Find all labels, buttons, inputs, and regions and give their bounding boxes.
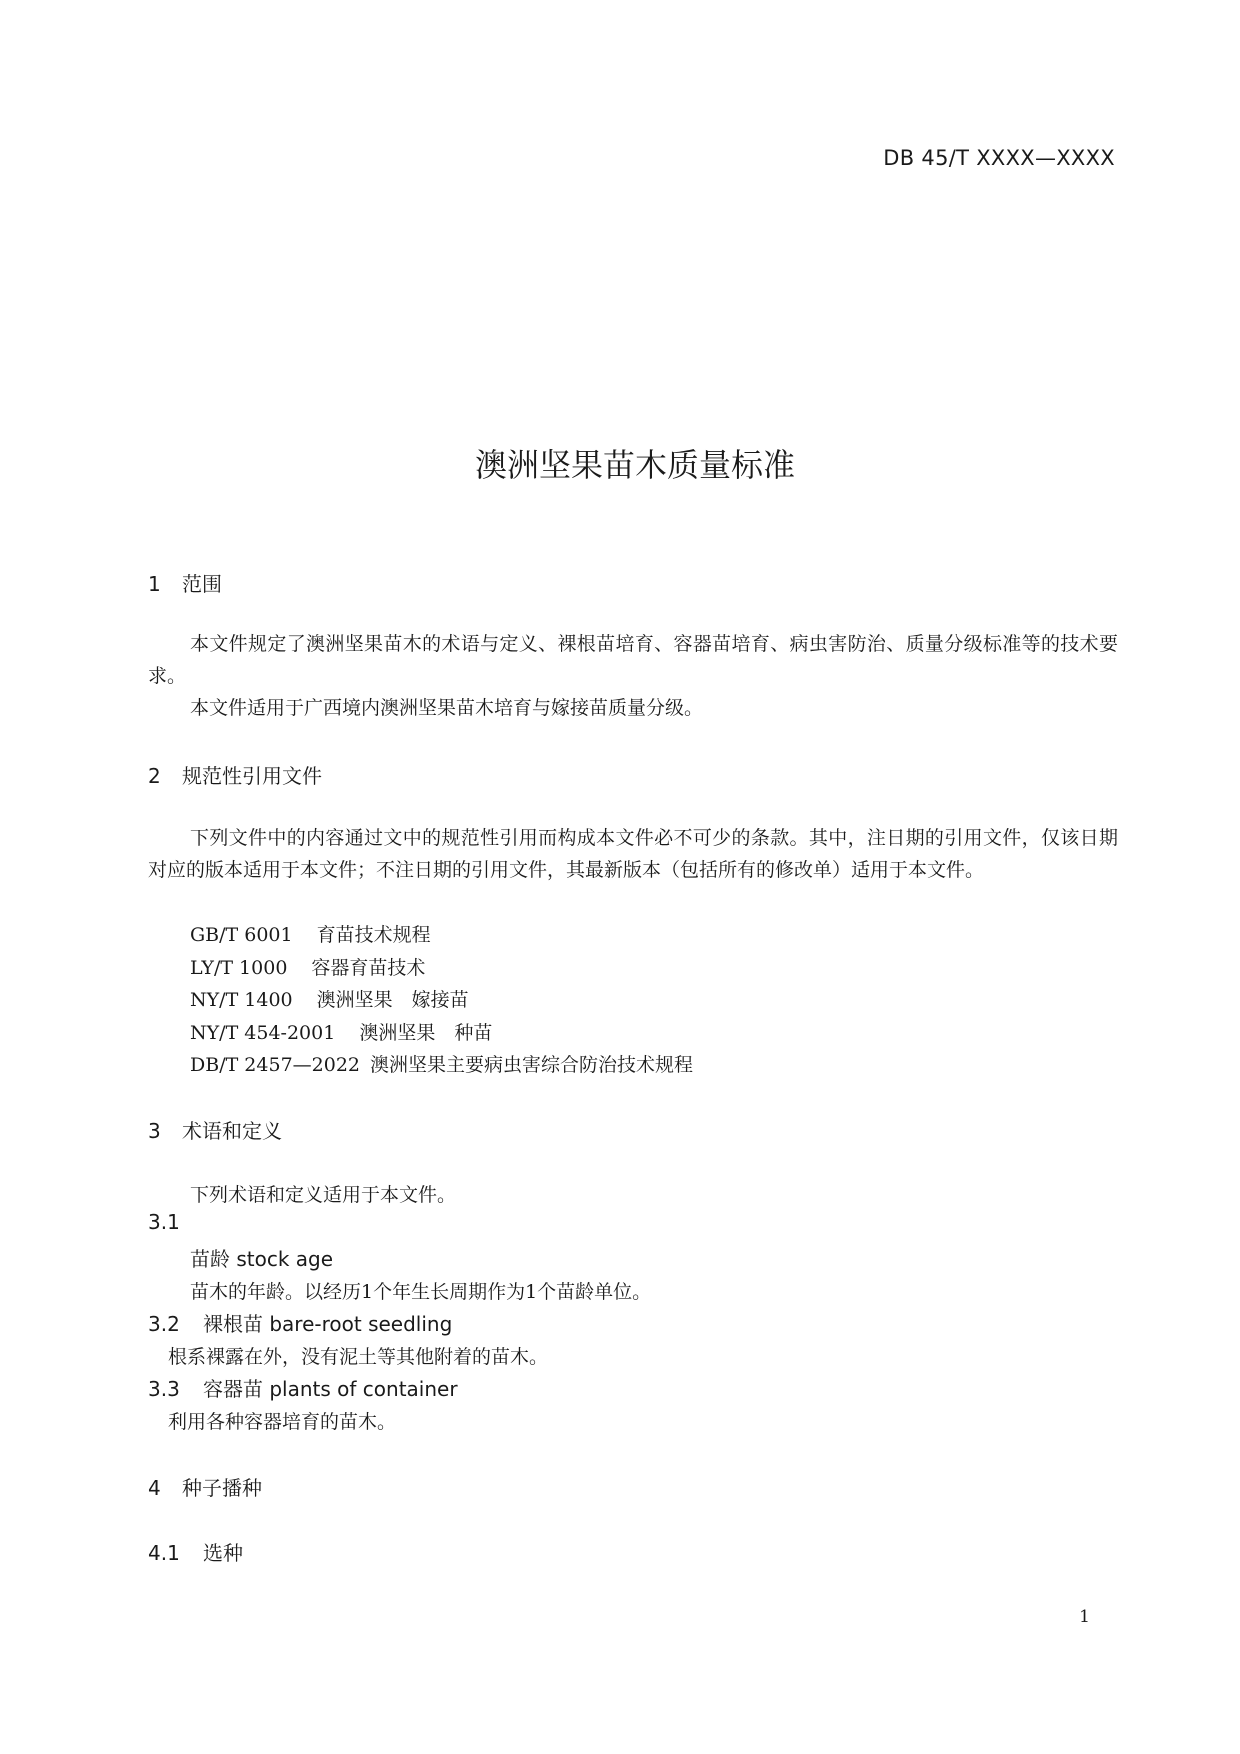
reference-item — [190, 920, 431, 947]
reference-code: GB/T 6001 — [190, 924, 293, 946]
section-4-heading — [148, 1472, 262, 1501]
term-3-2-definition: 根系裸露在外，没有泥土等其他附着的苗木。 — [168, 1346, 549, 1368]
section-title: 规范性引用文件 — [182, 764, 322, 788]
reference-name: 澳洲坚果主要病虫害综合防治技术规程 — [370, 1054, 694, 1076]
reference-name: 澳洲坚果 种苗 — [359, 1022, 493, 1044]
term-number: 3.3 — [148, 1377, 180, 1401]
reference-name: 容器育苗技术 — [311, 957, 426, 979]
section-3-heading — [148, 1115, 282, 1144]
term-3-3-heading — [148, 1373, 458, 1402]
reference-code: NY/T 454-2001 — [190, 1022, 336, 1044]
term-3-1-definition: 苗木的年龄。以经历1个年生长周期作为1个苗龄单位。 — [190, 1281, 652, 1303]
reference-code: DB/T 2457—2022 — [190, 1054, 361, 1076]
reference-item — [190, 985, 469, 1012]
document-title: 澳洲坚果苗木质量标准 — [474, 446, 795, 484]
terms-intro: 下列术语和定义适用于本文件。 — [190, 1184, 457, 1206]
scope-paragraph-1: 本文件规定了澳洲坚果苗木的术语与定义、裸根苗培育、容器苗培育、病虫害防治、质量分级标准等的技术要求。 — [148, 633, 1118, 687]
reference-name: 澳洲坚果 嫁接苗 — [316, 989, 469, 1011]
term-3-3-definition: 利用各种容器培育的苗木。 — [168, 1411, 397, 1433]
term-3-2-heading — [148, 1308, 452, 1337]
reference-item — [190, 1050, 693, 1077]
reference-code: LY/T 1000 — [190, 957, 288, 979]
section-number: 3 — [148, 1119, 161, 1143]
section-number: 2 — [148, 764, 161, 788]
section-4-1-heading — [148, 1537, 243, 1566]
section-number: 4.1 — [148, 1541, 180, 1565]
page-number: 1 — [1079, 1607, 1090, 1627]
term-3-1-name: 苗龄 stock age — [190, 1247, 334, 1271]
section-title: 选种 — [203, 1541, 243, 1565]
document-code: DB 45/T XXXX—XXXX — [883, 146, 1115, 170]
section-2-heading — [148, 760, 322, 789]
term-name: 裸根苗 bare-root seedling — [203, 1312, 453, 1336]
normative-references-paragraph: 下列文件中的内容通过文中的规范性引用而构成本文件必不可少的条款。其中，注日期的引用文件，仅该日期对应的版本适用于本文件；不注日期的引用文件，其最新版本（包括所有的修改单）适用于本文件。 — [148, 827, 1118, 881]
section-title: 术语和定义 — [182, 1119, 282, 1143]
section-1-heading — [148, 568, 222, 597]
reference-item — [190, 1018, 492, 1045]
scope-paragraph-2: 本文件适用于广西境内澳洲坚果苗木培育与嫁接苗质量分级。 — [190, 697, 704, 719]
section-number: 4 — [148, 1476, 161, 1500]
section-title: 范围 — [182, 572, 222, 596]
reference-code: NY/T 1400 — [190, 989, 293, 1011]
reference-name: 育苗技术规程 — [316, 924, 431, 946]
term-3-1-number: 3.1 — [148, 1210, 180, 1234]
section-number: 1 — [148, 572, 161, 596]
reference-item — [190, 953, 425, 980]
term-number: 3.2 — [148, 1312, 180, 1336]
term-name: 容器苗 plants of container — [203, 1377, 458, 1401]
section-title: 种子播种 — [182, 1476, 262, 1500]
